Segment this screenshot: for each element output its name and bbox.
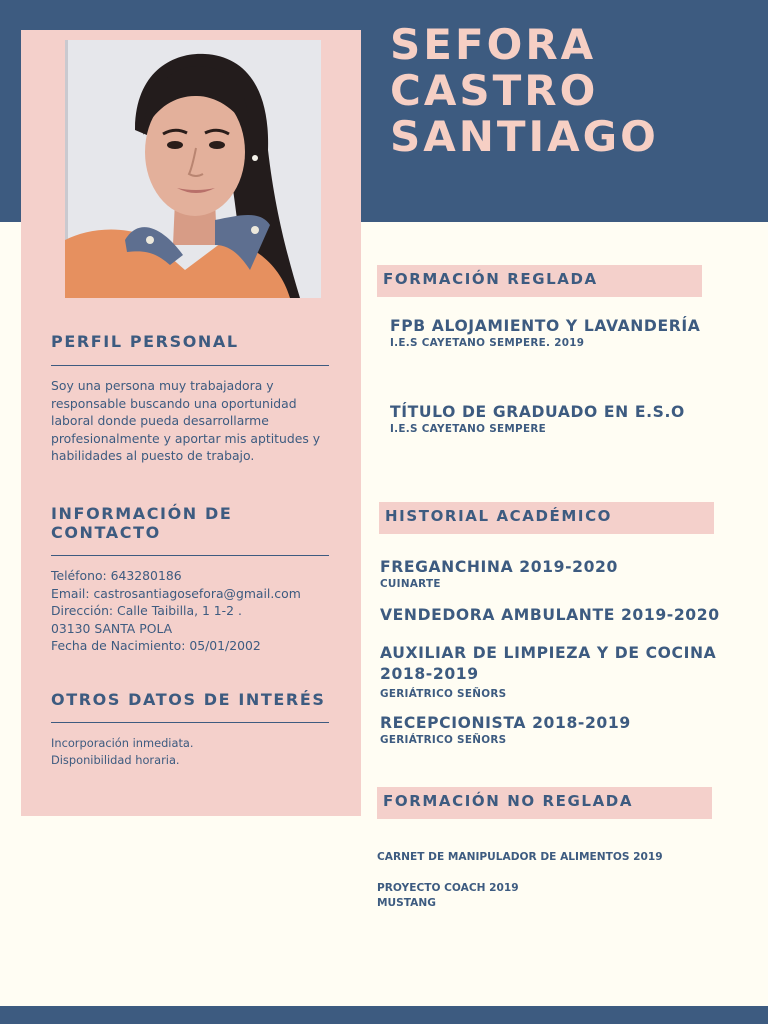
job-entry-title: RECEPCIONISTA 2018-2019 bbox=[380, 714, 631, 732]
job-entry-title: AUXILIAR DE LIMPIEZA Y DE COCINA 2018-2019 bbox=[380, 644, 717, 683]
formacion-no-reglada-heading: FORMACIÓN NO REGLADA bbox=[383, 792, 634, 810]
city-text: 03130 SANTA POLA bbox=[51, 620, 173, 636]
footer-band bbox=[0, 1006, 768, 1024]
course-item: CARNET DE MANIPULADOR DE ALIMENTOS 2019 bbox=[377, 851, 663, 863]
job-entry-company: GERIÁTRICO SEÑORS bbox=[380, 734, 507, 746]
profile-text: Soy una persona muy trabajadora y responsable buscando una oportunidad laboral donde pueda desarrollarme profesionalmente y aportar mis aptitudes y habilidades al puesto de trabajo. bbox=[51, 378, 321, 464]
contact-heading: INFORMACIÓN DE CONTACTO bbox=[51, 504, 233, 542]
portrait-image bbox=[65, 40, 321, 298]
formacion-reglada-bar bbox=[377, 265, 702, 297]
left-panel bbox=[21, 30, 361, 816]
other-text: Incorporación inmediata. Disponibilidad horaria. bbox=[51, 736, 194, 767]
contact-details bbox=[51, 567, 331, 655]
job-entry-title: FREGANCHINA 2019-2020 bbox=[380, 558, 618, 576]
contact-divider bbox=[51, 555, 329, 556]
education-entry-school: I.E.S CAYETANO SEMPERE. 2019 bbox=[390, 337, 585, 349]
profile-heading: PERFIL PERSONAL bbox=[51, 332, 239, 351]
education-entry-school: I.E.S CAYETANO SEMPERE bbox=[390, 423, 547, 435]
phone-text: Teléfono: 643280186 bbox=[51, 568, 182, 583]
job-entry-company: GERIÁTRICO SEÑORS bbox=[380, 688, 507, 700]
course-item: PROYECTO COACH 2019 MUSTANG bbox=[377, 882, 519, 909]
education-entry-title: FPB ALOJAMIENTO Y LAVANDERÍA bbox=[390, 317, 701, 335]
person-name: SEFORA CASTRO SANTIAGO bbox=[390, 20, 659, 161]
historial-bar bbox=[379, 502, 714, 534]
historial-heading: HISTORIAL ACADÉMICO bbox=[385, 507, 613, 525]
job-entry-title: VENDEDORA AMBULANTE 2019-2020 bbox=[380, 606, 720, 624]
job-entry-company: CUINARTE bbox=[380, 578, 441, 590]
profile-photo bbox=[65, 40, 321, 298]
profile-divider bbox=[51, 365, 329, 366]
formacion-no-reglada-bar bbox=[377, 787, 712, 819]
other-divider bbox=[51, 722, 329, 723]
formacion-reglada-heading: FORMACIÓN REGLADA bbox=[383, 270, 598, 288]
birthdate-text: Fecha de Nacimiento: 05/01/2002 bbox=[51, 638, 261, 654]
email-text: Email: castrosantiagosefora@gmail.com bbox=[51, 585, 301, 601]
education-entry-title: TÍTULO DE GRADUADO EN E.S.O bbox=[390, 403, 685, 421]
other-heading: OTROS DATOS DE INTERÉS bbox=[51, 690, 326, 709]
address-text: Dirección: Calle Taibilla, 1 1-2 . bbox=[51, 603, 242, 619]
